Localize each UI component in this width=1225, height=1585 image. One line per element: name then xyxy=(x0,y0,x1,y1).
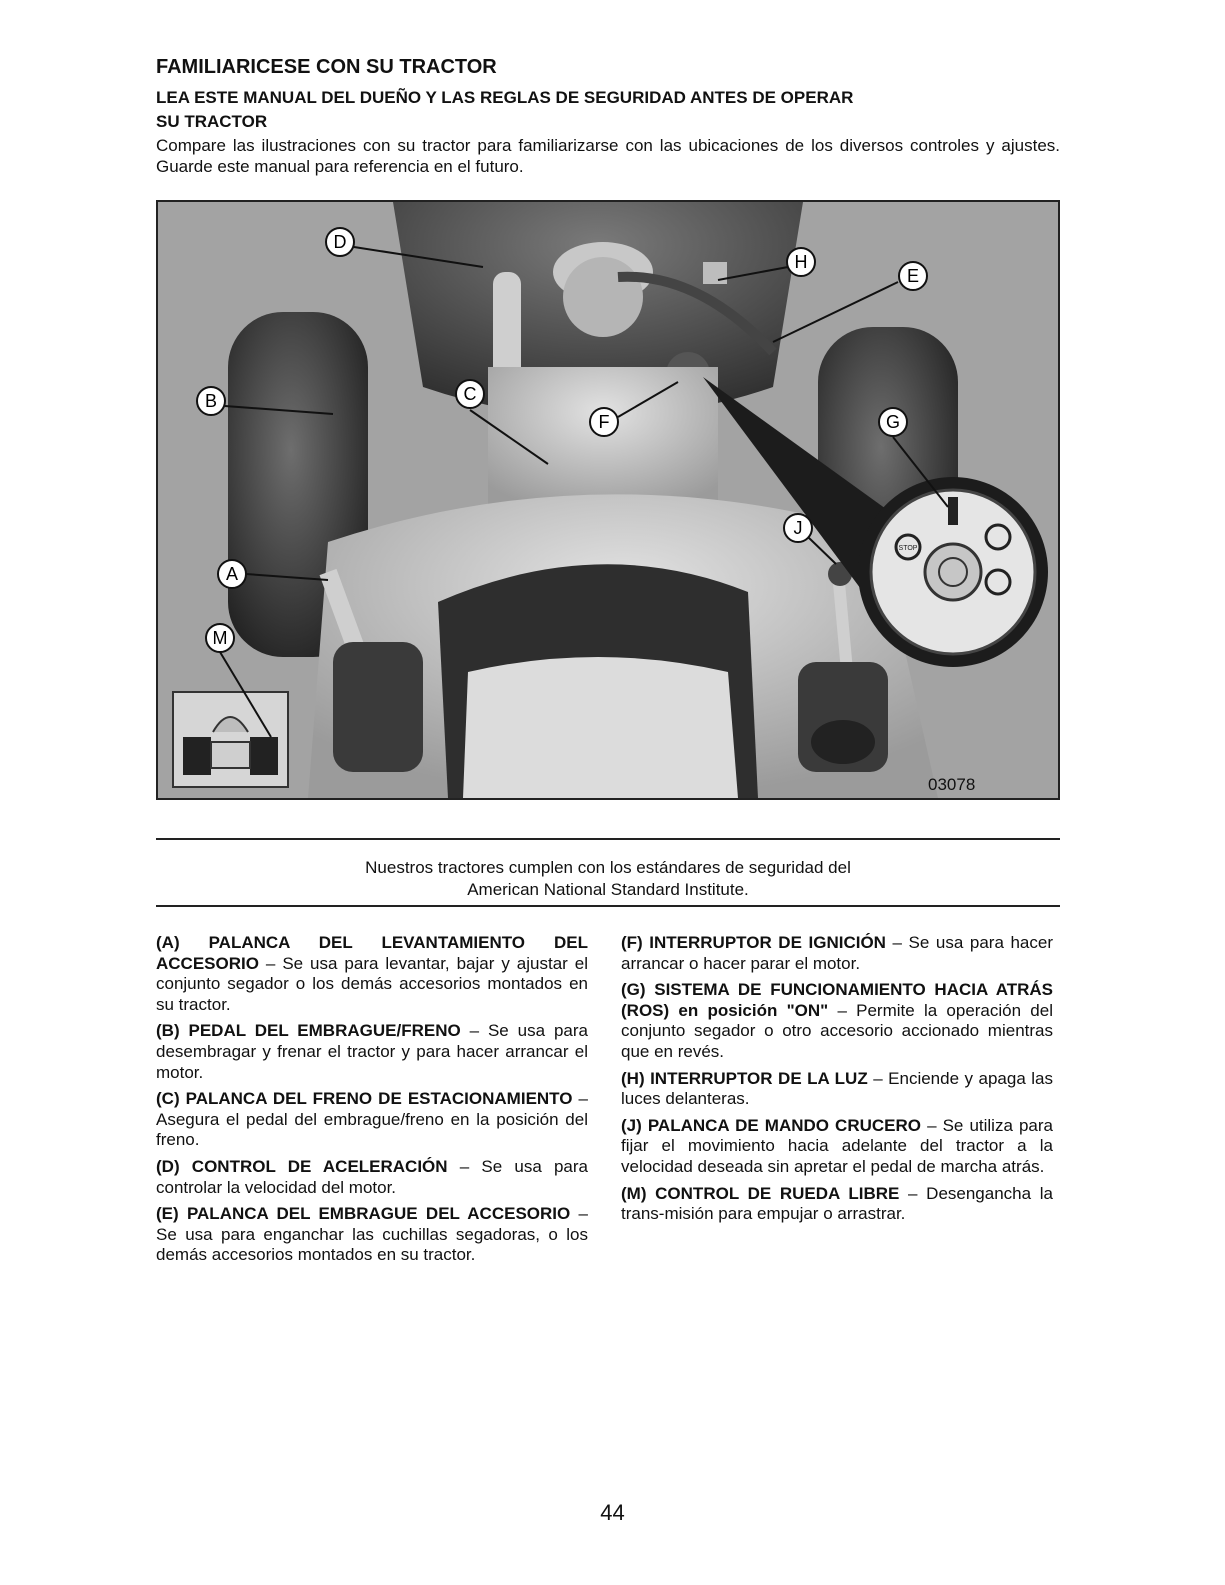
control-item-b: (B) PEDAL DEL EMBRAGUE/FRENO – Se usa para desembragar y frenar el tractor y para hacer arrancar el motor. xyxy=(156,1021,588,1082)
safety-heading-line1: LEA ESTE MANUAL DEL DUEÑO Y LAS REGLAS DE SEGURIDAD ANTES DE OPERAR xyxy=(156,88,854,107)
svg-text:B: B xyxy=(204,391,218,411)
svg-text:F: F xyxy=(598,412,610,432)
control-item-d: (D) CONTROL DE ACELERACIÓN – Se usa para controlar la velocidad del motor. xyxy=(156,1156,588,1197)
callout-b xyxy=(197,387,225,415)
callout-f xyxy=(590,408,618,436)
callout-j xyxy=(784,514,812,542)
ansi-notice xyxy=(156,857,1060,901)
svg-text:D: D xyxy=(333,232,347,252)
control-item-h: (H) INTERRUPTOR DE LA LUZ – Enciende y apaga las luces delanteras. xyxy=(621,1068,1054,1109)
control-item-c: (C) PALANCA DEL FRENO DE ESTACIONAMIENTO – Asegura el pedal del embrague/freno en la posición del freno. xyxy=(156,1089,588,1150)
ansi-notice-line2: American National Standard Institute. xyxy=(467,880,749,899)
safety-heading-line2: SU TRACTOR xyxy=(156,112,268,131)
svg-text:G: G xyxy=(885,412,901,432)
control-item-a: (A) PALANCA DEL LEVANTAMIENTO DEL ACCESORIO – Se usa para levantar, bajar y ajustar el conjunto segador o los demás accesorios montados en su tractor. xyxy=(156,933,588,1014)
svg-text:E: E xyxy=(906,266,920,286)
callout-c xyxy=(456,380,484,408)
control-item-f: (F) INTERRUPTOR DE IGNICIÓN – Se usa para hacer arrancar o hacer parar el motor. xyxy=(621,933,1053,973)
svg-text:H: H xyxy=(794,252,808,272)
svg-text:A: A xyxy=(225,564,239,584)
callout-m xyxy=(206,624,234,652)
figure-number: 03078 xyxy=(928,775,976,794)
callout-a xyxy=(218,560,246,588)
ansi-notice-line1: Nuestros tractores cumplen con los estándares de seguridad del xyxy=(365,858,851,877)
control-item-e: (E) PALANCA DEL EMBRAGUE DEL ACCESORIO – Se usa para enganchar las cuchillas segadoras, o los demás accesorios montados en su tractor. xyxy=(156,1204,589,1265)
callout-h xyxy=(787,248,815,276)
page-title: FAMILIARICESE CON SU TRACTOR xyxy=(156,56,497,78)
controls-list-left xyxy=(156,933,588,1272)
ignition-stop-label: STOP xyxy=(898,545,918,552)
control-item-g: (G) SISTEMA DE FUNCIONAMIENTO HACIA ATRÁS (ROS) en posición "ON" – Permite la operación del conjunto segador o otro accesorio accionado mientras que en revés. xyxy=(621,980,1053,1061)
callout-g xyxy=(879,408,907,436)
control-item-m: (M) CONTROL DE RUEDA LIBRE – Desengancha la trans-misión para empujar o arrastrar. xyxy=(621,1183,1053,1224)
callout-e xyxy=(899,262,927,290)
control-item-j: (J) PALANCA DE MANDO CRUCERO – Se utiliza para fijar el movimiento hacia adelante del tractor a la velocidad deseada sin apretar el pedal de marcha atrás. xyxy=(621,1115,1053,1176)
intro-paragraph: Compare las ilustraciones con su tractor para familiarizarse con las ubicaciones de los diversos controles y ajustes. Guarde este manual para referencia en el futuro. xyxy=(156,136,1060,176)
page-number: 44 xyxy=(600,1500,625,1525)
notice-rule-top xyxy=(156,838,1060,840)
notice-rule-bottom xyxy=(156,905,1060,907)
svg-text:M: M xyxy=(212,628,228,648)
svg-text:C: C xyxy=(463,384,477,404)
callout-d xyxy=(326,228,354,256)
svg-text:J: J xyxy=(793,518,803,538)
controls-list-right xyxy=(621,933,1053,1231)
tractor-controls-illustration xyxy=(156,200,1060,800)
freewheel-inset xyxy=(173,692,288,787)
